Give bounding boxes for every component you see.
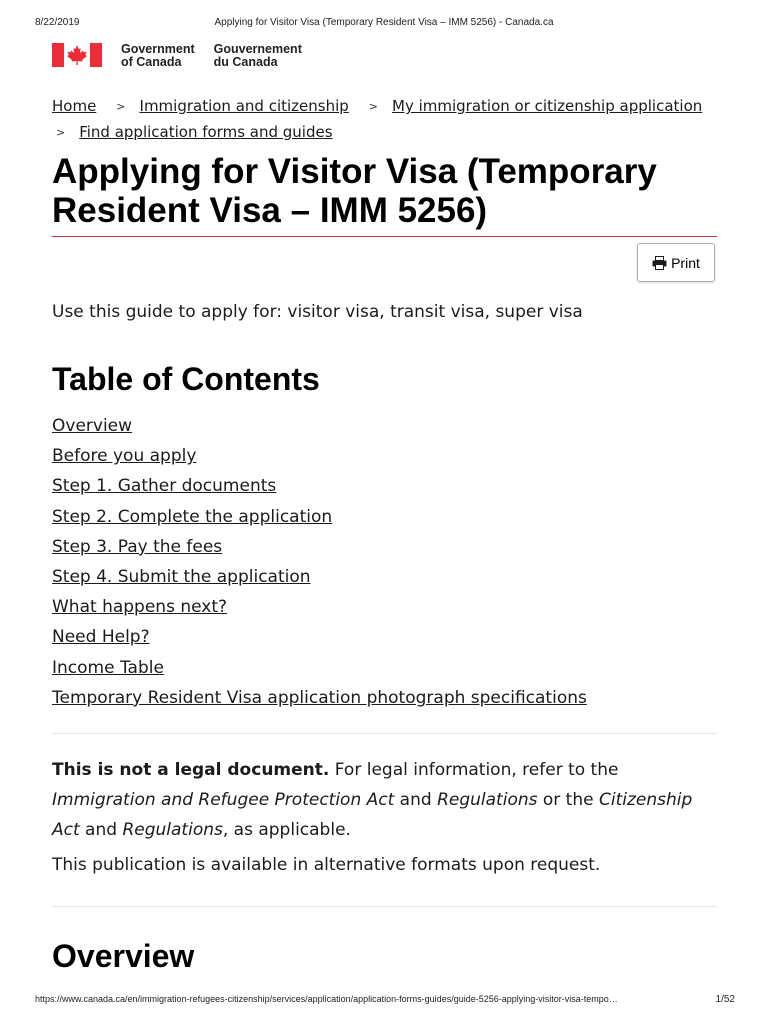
print-date: 8/22/2019 (35, 17, 80, 28)
print-button[interactable] (637, 243, 715, 282)
government-signature[interactable] (52, 43, 321, 69)
breadcrumb-immigration-citizenship[interactable]: Immigration and citizenship (139, 97, 349, 115)
table-of-contents (52, 411, 587, 713)
section-divider (52, 906, 717, 907)
print-page-title: Applying for Visitor Visa (Temporary Resident Visa – IMM 5256) - Canada.ca (214, 17, 554, 28)
print-button-label: Print (671, 254, 700, 271)
title-divider (52, 236, 717, 237)
printer-icon (652, 256, 667, 270)
breadcrumb-separator: > (56, 125, 66, 139)
toc-link-need-help[interactable]: Need Help? (52, 627, 150, 648)
toc-heading: Table of Contents (52, 361, 320, 397)
page-title: Applying for Visitor Visa (Temporary Resident Visa – IMM 5256) (52, 152, 657, 230)
page-number: 1/52 (715, 994, 735, 1005)
breadcrumb-forms-guides[interactable]: Find application forms and guides (79, 123, 333, 141)
intro-text: Use this guide to apply for: visitor visa, transit visa, super visa (52, 302, 583, 322)
availability-notice: This publication is available in alternative formats upon request. (52, 855, 601, 875)
gov-name-english: Government of Canada (121, 42, 195, 69)
toc-link-step-3[interactable]: Step 3. Pay the fees (52, 536, 223, 557)
breadcrumb-my-application[interactable]: My immigration or citizenship application (392, 97, 703, 115)
legal-notice: This is not a legal document. For legal information, refer to the Immigration and Refugee Protection Act and Regulations or the Citizenship Act and Regulations, as applicable. (52, 760, 693, 840)
breadcrumb (52, 93, 732, 145)
toc-link-step-1[interactable]: Step 1. Gather documents (52, 476, 277, 497)
toc-link-photo-specifications[interactable]: Temporary Resident Visa application photograph specifications (52, 687, 587, 708)
breadcrumb-separator: > (368, 99, 379, 113)
toc-link-what-happens-next[interactable]: What happens next? (52, 597, 228, 618)
canada-flag-icon (52, 43, 102, 67)
toc-link-before-you-apply[interactable]: Before you apply (52, 446, 197, 467)
overview-heading: Overview (52, 938, 195, 974)
breadcrumb-separator: > (116, 99, 126, 113)
section-divider (52, 733, 717, 734)
toc-link-income-table[interactable]: Income Table (52, 657, 164, 678)
breadcrumb-home[interactable]: Home (52, 97, 97, 115)
print-url: https://www.canada.ca/en/immigration-refugees-citizenship/services/application/application-forms-guides/guide-5256-applying-visitor-visa-tempo… (35, 994, 618, 1004)
toc-link-step-2[interactable]: Step 2. Complete the application (52, 506, 333, 527)
gov-name-french: Gouvernement du Canada (213, 42, 302, 69)
toc-link-step-4[interactable]: Step 4. Submit the application (52, 567, 311, 588)
toc-link-overview[interactable]: Overview (52, 416, 133, 436)
